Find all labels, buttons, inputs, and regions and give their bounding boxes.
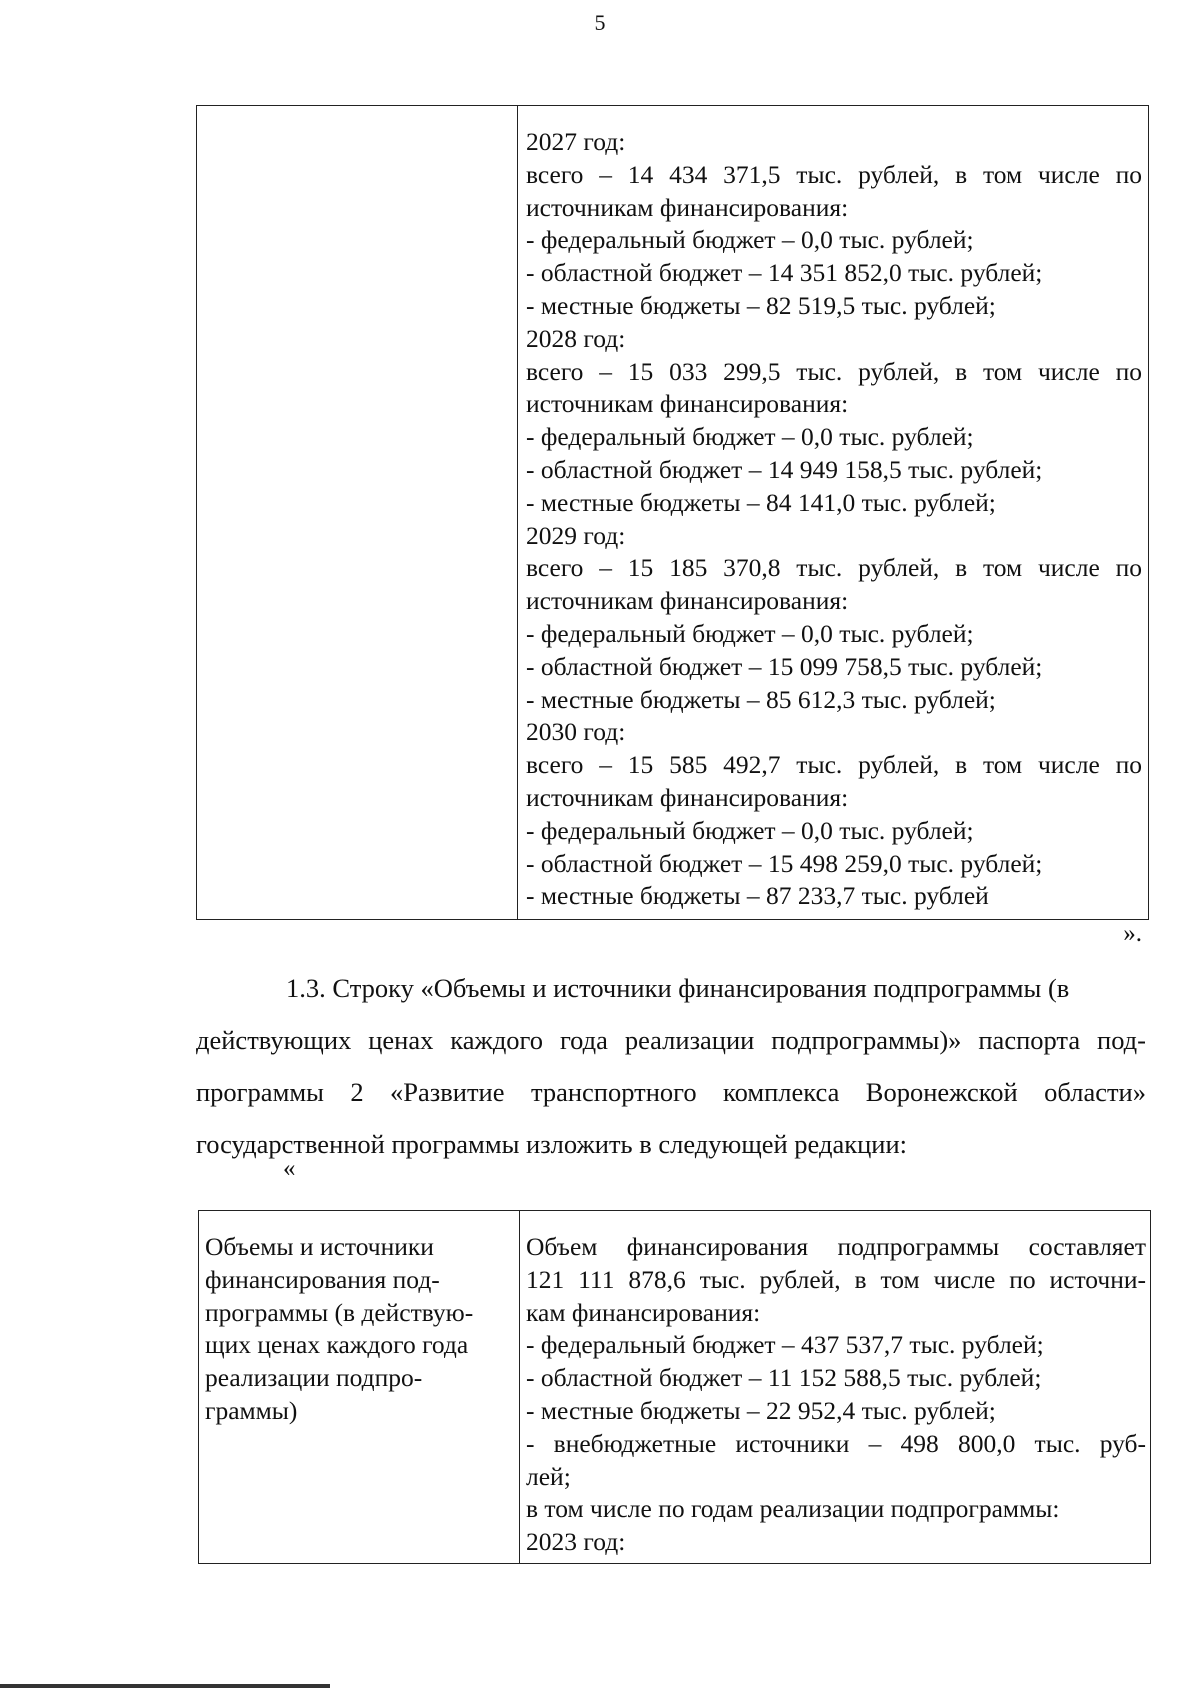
- text-line: лей;: [526, 1461, 571, 1491]
- text-line: кам финансирования:: [526, 1297, 761, 1327]
- text-line: - федеральный бюджет – 0,0 тыс. рублей;: [526, 618, 974, 648]
- paragraph-line: действующих ценах каждого года реализации подпрограммы)» паспорта под-: [196, 1025, 1146, 1055]
- page-number: 5: [594, 10, 606, 35]
- table2-financing-lines: [520, 1211, 1150, 1563]
- text-line: - местные бюджеты – 85 612,3 тыс. рублей;: [526, 684, 996, 714]
- text-line: программы (в действую-: [205, 1297, 474, 1327]
- text-line: Объем финансирования подпрограммы составляет: [526, 1232, 1146, 1261]
- text-line: - федеральный бюджет – 437 537,7 тыс. рублей;: [526, 1330, 1044, 1360]
- text-line: всего – 14 434 371,5 тыс. рублей, в том числе по: [526, 159, 1142, 189]
- text-line: 2027 год:: [526, 127, 626, 156]
- text-line: источникам финансирования:: [526, 782, 849, 812]
- text-line: источникам финансирования:: [526, 586, 849, 616]
- table2-right-cell: [520, 1211, 1151, 1564]
- text-line: - федеральный бюджет – 0,0 тыс. рублей;: [526, 815, 974, 845]
- text-line: - местные бюджеты – 82 519,5 тыс. рублей;: [526, 290, 996, 320]
- text-line: 2029 год:: [526, 520, 626, 550]
- table2-row-header: [199, 1211, 519, 1432]
- text-line: финансирования под-: [205, 1264, 440, 1294]
- text-line: всего – 15 185 370,8 тыс. рублей, в том числе по: [526, 553, 1142, 583]
- financing-table-continuation: [196, 105, 1149, 920]
- text-line: источникам финансирования:: [526, 389, 849, 419]
- subprogram-financing-table: [198, 1210, 1151, 1564]
- text-line: 2030 год:: [526, 717, 626, 747]
- text-line: 121 111 878,6 тыс. рублей, в том числе по источни-: [526, 1264, 1146, 1294]
- text-line: - федеральный бюджет – 0,0 тыс. рублей;: [526, 225, 974, 255]
- text-line: - областной бюджет – 15 099 758,5 тыс. рублей;: [526, 651, 1043, 681]
- text-line: 2023 год:: [526, 1527, 626, 1557]
- text-line: всего – 15 585 492,7 тыс. рублей, в том числе по: [526, 750, 1142, 780]
- text-line: - местные бюджеты – 84 141,0 тыс. рублей;: [526, 487, 996, 517]
- text-line: - местные бюджеты – 87 233,7 тыс. рублей: [526, 881, 989, 911]
- text-line: граммы): [205, 1395, 298, 1425]
- text-line: - федеральный бюджет – 0,0 тыс. рублей;: [526, 422, 974, 452]
- text-line: в том числе по годам реализации подпрограммы:: [526, 1494, 1060, 1524]
- text-line: источникам финансирования:: [526, 192, 849, 222]
- paragraph-line: программы 2 «Развитие транспортного комплекса Воронежской области»: [196, 1077, 1146, 1107]
- text-line: - областной бюджет – 15 498 259,0 тыс. рублей;: [526, 848, 1043, 878]
- text-line: Объемы и источники: [205, 1232, 434, 1261]
- text-line: всего – 15 033 299,5 тыс. рублей, в том числе по: [526, 356, 1142, 386]
- table2-left-cell: [199, 1211, 520, 1564]
- text-line: 2028 год:: [526, 323, 626, 353]
- paragraph-line: 1.3. Строку «Объемы и источники финансирования подпрограммы (в: [286, 973, 1070, 1003]
- text-line: - внебюджетные источники – 498 800,0 тыс. руб-: [526, 1428, 1146, 1458]
- text-line: щих ценах каждого года: [205, 1330, 469, 1360]
- table1-financing-lines: [518, 106, 1148, 919]
- table1-left-cell: [197, 106, 518, 920]
- table1-right-cell: [518, 106, 1149, 920]
- text-line: - областной бюджет – 11 152 588,5 тыс. рублей;: [526, 1363, 1042, 1393]
- amendment-paragraph: [196, 962, 1146, 1170]
- text-line: - областной бюджет – 14 949 158,5 тыс. рублей;: [526, 454, 1043, 484]
- scan-edge-line: [0, 1684, 330, 1688]
- paragraph-line: государственной программы изложить в следующей редакции:: [196, 1129, 907, 1159]
- closing-quote: ».: [1123, 920, 1142, 947]
- opening-quote: «: [283, 1155, 296, 1182]
- text-line: реализации подпро-: [205, 1363, 423, 1393]
- text-line: - местные бюджеты – 22 952,4 тыс. рублей;: [526, 1395, 996, 1425]
- text-line: - областной бюджет – 14 351 852,0 тыс. рублей;: [526, 258, 1043, 288]
